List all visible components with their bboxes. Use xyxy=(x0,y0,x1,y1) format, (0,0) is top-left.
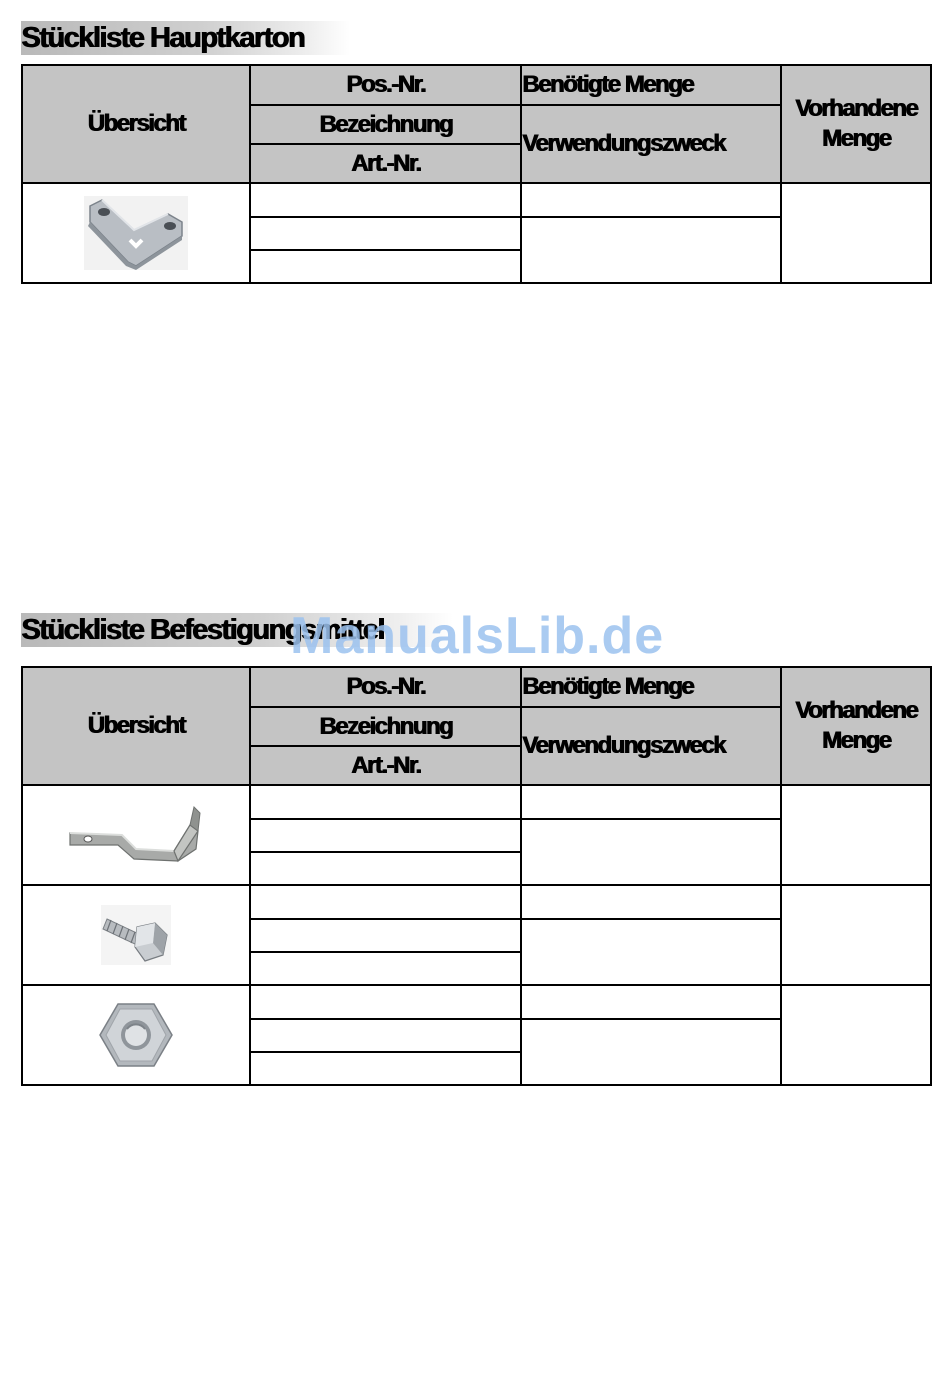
cell-art-nr xyxy=(250,250,521,283)
cell-verwendungszweck xyxy=(521,1019,781,1085)
header-pos-nr: Pos.-Nr. xyxy=(250,65,521,105)
cell-pos-nr xyxy=(250,885,521,919)
cell-benoetigte-menge xyxy=(521,985,781,1019)
header-pos-nr: Pos.-Nr. xyxy=(250,667,521,707)
header-verwendungszweck: Verwendungszweck xyxy=(521,105,781,183)
parts-table-befestigungsmittel xyxy=(21,666,932,1086)
angle-bracket-icon xyxy=(84,196,188,270)
cell-bezeichnung xyxy=(250,1019,521,1052)
cell-benoetigte-menge xyxy=(521,785,781,819)
watermark: ManualsLib.de xyxy=(290,607,665,665)
header-vorhandene-menge: Vorhandene Menge xyxy=(781,65,931,183)
section-title-hauptkarton: Stückliste Hauptkarton xyxy=(21,21,350,55)
cell-bezeichnung xyxy=(250,919,521,952)
header-bezeichnung: Bezeichnung xyxy=(250,707,521,746)
header-art-nr: Art.-Nr. xyxy=(250,746,521,785)
cell-vorhandene-menge xyxy=(781,885,931,985)
header-verwendungszweck: Verwendungszweck xyxy=(521,707,781,785)
cell-benoetigte-menge xyxy=(521,885,781,919)
header-vorhandene-menge: Vorhandene Menge xyxy=(781,667,931,785)
header-overview: Übersicht xyxy=(22,65,250,183)
parts-table-hauptkarton xyxy=(21,64,932,284)
header-bezeichnung: Bezeichnung xyxy=(250,105,521,144)
cell-art-nr xyxy=(250,1052,521,1085)
section-title-befestigungsmittel: Stückliste Befestigungsmittel xyxy=(21,613,453,647)
cell-vorhandene-menge xyxy=(781,785,931,885)
part-image-cell xyxy=(22,183,250,283)
hex-nut-icon xyxy=(98,1002,174,1068)
cell-bezeichnung xyxy=(250,217,521,250)
header-benoetigte-menge: Benötigte Menge xyxy=(521,65,781,105)
part-image-cell xyxy=(22,785,250,885)
cell-verwendungszweck xyxy=(521,217,781,283)
part-image-cell xyxy=(22,985,250,1085)
cell-vorhandene-menge xyxy=(781,183,931,283)
header-benoetigte-menge: Benötigte Menge xyxy=(521,667,781,707)
cell-benoetigte-menge xyxy=(521,183,781,217)
cell-vorhandene-menge xyxy=(781,985,931,1085)
cell-verwendungszweck xyxy=(521,919,781,985)
hex-bolt-icon xyxy=(101,905,171,965)
z-bracket-icon xyxy=(66,803,206,867)
cell-verwendungszweck xyxy=(521,819,781,885)
cell-pos-nr xyxy=(250,985,521,1019)
cell-bezeichnung xyxy=(250,819,521,852)
cell-pos-nr xyxy=(250,785,521,819)
header-art-nr: Art.-Nr. xyxy=(250,144,521,183)
part-image-cell xyxy=(22,885,250,985)
cell-art-nr xyxy=(250,952,521,985)
header-overview: Übersicht xyxy=(22,667,250,785)
cell-pos-nr xyxy=(250,183,521,217)
cell-art-nr xyxy=(250,852,521,885)
